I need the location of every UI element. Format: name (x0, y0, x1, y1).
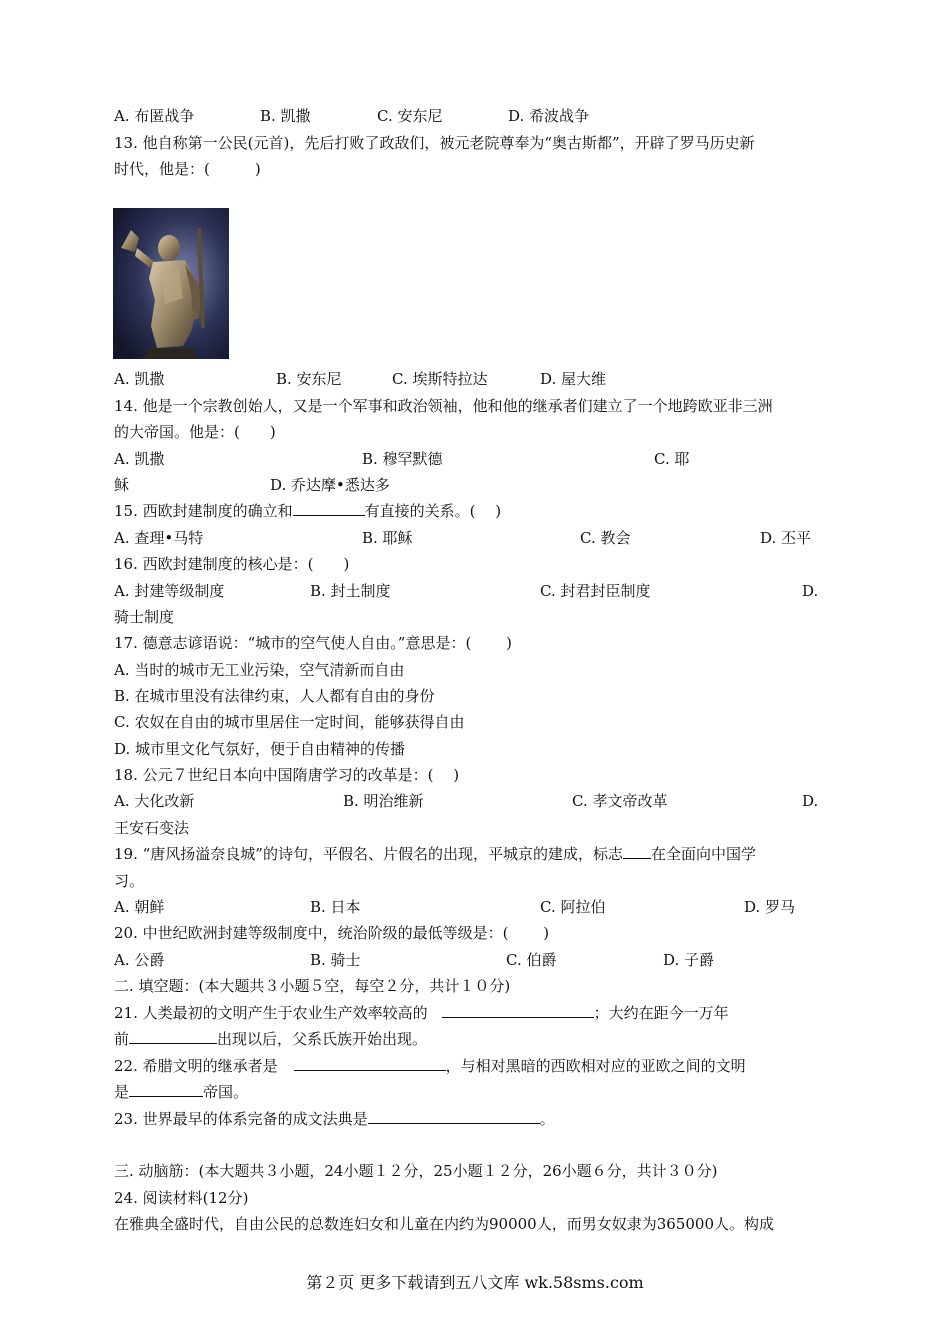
q16-option-d-cont: 骑士制度 (114, 608, 175, 626)
q16-option-c: C. 封君封臣制度 (540, 582, 651, 600)
q18-option-a: A. 大化改新 (114, 792, 195, 810)
q19-option-c: C. 阿拉伯 (540, 898, 606, 916)
q14-option-c-cont: 稣 (114, 476, 130, 494)
q16-option-b: B. 封土制度 (310, 582, 391, 600)
q14-option-c: C. 耶 (654, 450, 690, 468)
q19-question: 19. “唐风扬溢奈良城”的诗句，平假名、片假名的出现，平城京的建成，标志 在全面向中国学 (114, 845, 756, 863)
q17-option-c: C. 农奴在自由的城市里居住一定时间，能够获得自由 (114, 713, 465, 731)
q17-option-a: A. 当时的城市无工业污染，空气清新而自由 (114, 661, 405, 679)
q14-option-d: D. 乔达摩•悉达多 (270, 476, 390, 494)
q18-option-d: D. (802, 792, 819, 810)
q20-option-b: B. 骑士 (310, 951, 361, 969)
q22-blank-1 (294, 1056, 446, 1071)
q20-question: 20. 中世纪欧洲封建等级制度中，统治阶级的最低等级是：( ) (114, 924, 550, 942)
q14-option-a: A. 凯撒 (114, 450, 165, 468)
q23-blank (368, 1109, 540, 1124)
q24-title: 24. 阅读材料(12分) (114, 1189, 249, 1207)
q12-option-c: C. 安东尼 (377, 107, 443, 125)
q19-option-b: B. 日本 (310, 898, 361, 916)
q13-option-b: B. 安东尼 (276, 370, 342, 388)
section-thinking-heading: 三. 动脑筋：(本大题共３小题，24小题１２分，25小题１２分，26小题６分，共计３０分) (114, 1162, 718, 1180)
q19-option-d: D. 罗马 (744, 898, 796, 916)
q15-question: 15. 西欧封建制度的确立和 有直接的关系。( ) (114, 502, 502, 520)
q18-question: 18. 公元７世纪日本向中国隋唐学习的改革是：( ) (114, 766, 460, 784)
q17-question: 17. 德意志谚语说：“城市的空气使人自由。”意思是：( ) (114, 634, 512, 652)
section-fill-in-heading: 二. 填空题：(本大题共３小题５空，每空２分，共计１０分) (114, 977, 511, 995)
q14-option-b: B. 穆罕默德 (362, 450, 443, 468)
q21-blank-1 (442, 1003, 594, 1018)
q13-option-a: A. 凯撒 (114, 370, 165, 388)
q15-option-d: D. 丕平 (760, 529, 812, 547)
q22-question-cont: 是 帝国。 (114, 1083, 249, 1101)
q12-option-a: A. 布匿战争 (114, 107, 195, 125)
augustus-statue-image (113, 208, 229, 359)
q13-question: 13. 他自称第一公民(元首)，先后打败了政敌们，被元老院尊奉为“奥古斯都”，开辟了罗马历史新 (114, 134, 755, 152)
q15-option-c: C. 教会 (580, 529, 631, 547)
q15-option-a: A. 查理•马特 (114, 529, 204, 547)
q18-option-c: C. 孝文帝改革 (572, 792, 668, 810)
q15-blank (293, 501, 365, 516)
q14-question-cont: 的大帝国。他是：( ) (114, 423, 276, 441)
q21-question: 21. 人类最初的文明产生于农业生产效率较高的 ；大约在距今一万年 (114, 1004, 729, 1022)
q20-option-c: C. 伯爵 (506, 951, 557, 969)
q16-option-d: D. (802, 582, 819, 600)
page-footer: 第２页 更多下载请到五八文库 wk.58sms.com (306, 1273, 644, 1292)
q22-blank-2 (129, 1082, 203, 1097)
q24-material: 在雅典全盛时代，自由公民的总数连妇女和儿童在内约为90000人，而男女奴隶为365000人。构成 (114, 1215, 774, 1233)
q21-blank-2 (129, 1029, 217, 1044)
q16-option-a: A. 封建等级制度 (114, 582, 225, 600)
q22-question: 22. 希腊文明的继承者是 ，与相对黑暗的西欧相对应的亚欧之间的文明 (114, 1057, 746, 1075)
q17-option-d: D. 城市里文化气氛好，便于自由精神的传播 (114, 740, 406, 758)
q20-option-a: A. 公爵 (114, 951, 165, 969)
q13-question-cont: 时代，他是：( ) (114, 160, 261, 178)
q12-option-b: B. 凯撒 (260, 107, 311, 125)
q13-option-d: D. 屋大维 (540, 370, 607, 388)
q18-option-d-cont: 王安石变法 (114, 819, 190, 837)
q12-option-d: D. 希波战争 (508, 107, 590, 125)
q20-option-d: D. 子爵 (663, 951, 715, 969)
q16-question: 16. 西欧封建制度的核心是：( ) (114, 555, 350, 573)
q23-question: 23. 世界最早的体系完备的成文法典是 。 (114, 1110, 555, 1128)
q21-question-cont: 前 出现以后，父系氏族开始出现。 (114, 1030, 428, 1048)
q15-option-b: B. 耶稣 (362, 529, 413, 547)
q14-question: 14. 他是一个宗教创始人，又是一个军事和政治领袖，他和他的继承者们建立了一个地跨欧亚非三洲 (114, 397, 773, 415)
q19-blank (623, 844, 651, 859)
q19-option-a: A. 朝鲜 (114, 898, 165, 916)
q19-question-cont: 习。 (114, 872, 145, 890)
q18-option-b: B. 明治维新 (343, 792, 424, 810)
q17-option-b: B. 在城市里没有法律约束，人人都有自由的身份 (114, 687, 435, 705)
q13-option-c: C. 埃斯特拉达 (392, 370, 488, 388)
